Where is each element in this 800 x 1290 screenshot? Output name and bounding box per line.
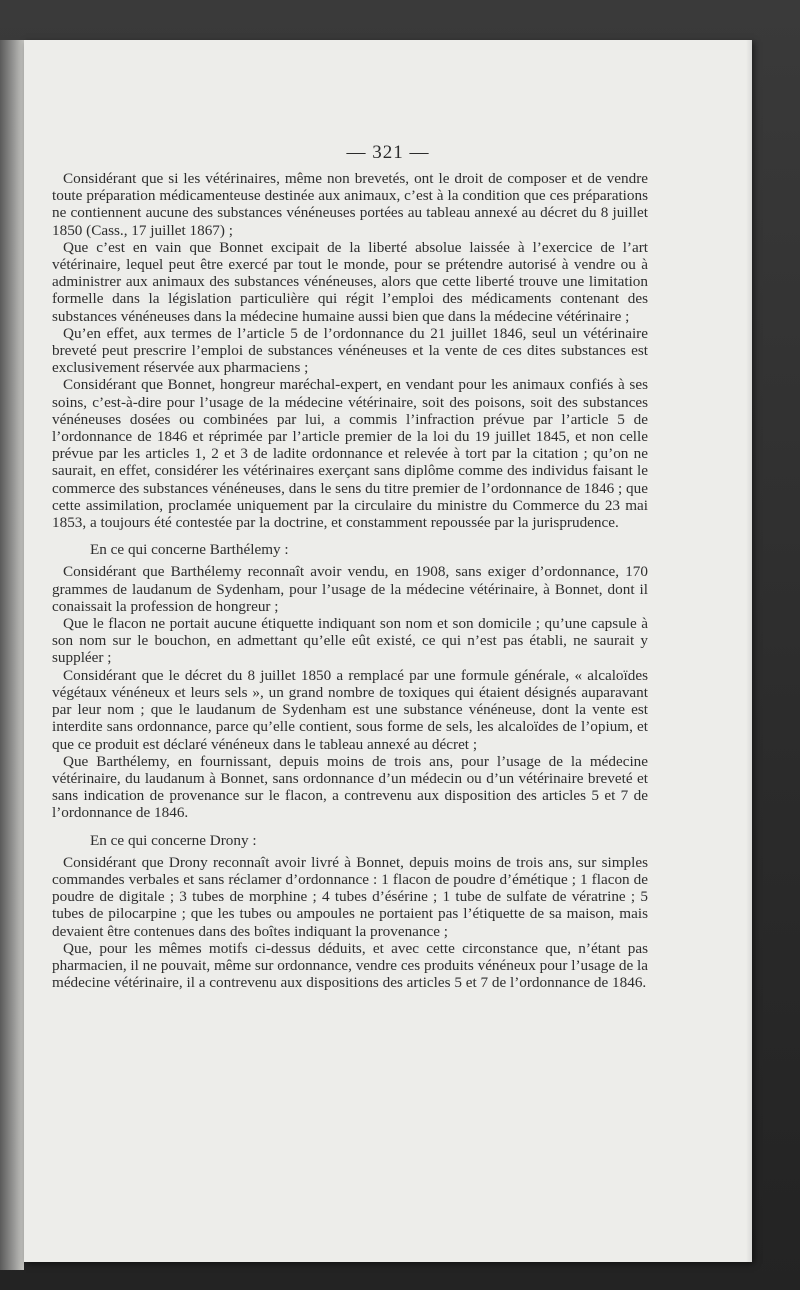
paragraph: Que, pour les mêmes motifs ci-dessus déduits, et avec cette circonstance que, n’étant pas pharmacien, il ne pouvait, même sur ordonnance, vendre ces produits vénéneux pour l’usage de la médecine vétérinaire, il a contrevenu aux dispositions des articles 5 et 7 de l’ordonnance de 1846. [52, 939, 648, 992]
paragraph: Que le flacon ne portait aucune étiquette indiquant son nom et son domicile ; qu’une capsule à son nom sur le bouchon, en admettant qu’elle eût existé, ce qui n’est pas établi, ne saurait y suppléer ; [52, 615, 648, 667]
body-text [52, 170, 648, 991]
page-number: — 321 — [346, 142, 430, 163]
paragraph: Considérant que Bonnet, hongreur maréchal-expert, en vendant pour les animaux confiés à ses soins, c’est-à-dire pour l’usage de la médecine vétérinaire, soit des poisons, soit des substances vénéneuses dosées ou combinées par lui, a commis l’infraction prévue par l’article 5 de l’ordonnance de 1846 et réprimée par l’article premier de la loi du 19 juillet 1845, et non celle prévue par les articles 1, 2 et 3 de ladite ordonnance et relevée à tort par la citation ; qu’on ne saurait, en effet, considérer les vétérinaires exerçant sans diplôme comme des individus faisant le commerce des substances vénéneuses, dans le sens du titre premier de l’ordonnance de 1846 ; que cette assimilation, proclamée uniquement par la circulaire du ministre du Commerce du 23 mai 1853, a toujours été contestée par la doctrine, et constamment repoussée par la jurisprudence. [52, 376, 648, 532]
paragraph: Qu’en effet, aux termes de l’article 5 de l’ordonnance du 21 juillet 1846, seul un vétérinaire breveté peut prescrire l’emploi de substances vénéneuses et la vente de ces dites substances est exclusivement réservée aux pharmaciens ; [52, 324, 648, 377]
document-page [24, 40, 752, 1262]
previous-page-edge [0, 40, 24, 1270]
paragraph: Considérant que si les vétérinaires, même non brevetés, ont le droit de composer et de vendre toute préparation médicamenteuse destinée aux animaux, c’est à la condition que ces préparations ne contiennent aucune des substances vénéneuses portées au tableau annexé au décret du 8 juillet 1850 (Cass., 17 juillet 1867) ; [52, 170, 648, 239]
page-shadow [746, 40, 752, 1262]
section-heading-barthelemy: En ce qui concerne Barthélemy : [90, 541, 289, 559]
paragraph: Considérant que le décret du 8 juillet 1850 a remplacé par une formule générale, « alcaloïdes végétaux vénéneux et leurs sels », un grand nombre de toxiques qui étaient désignés auparavant par leur nom ; que le laudanum de Sydenham est une substance vénéneuse, dont la vente est interdite sans ordonnance, parce qu’elle contient, sous forme de sels, les alcaloïdes de l’opium, et que ce produit est déclaré vénéneux dans le tableau annexé au décret ; [52, 666, 648, 753]
paragraph: Considérant que Barthélemy reconnaît avoir vendu, en 1908, sans exiger d’ordonnance, 170 grammes de laudanum de Sydenham, pour l’usage de la médecine vétérinaire, à Bonnet, dont il conaissait la profession de hongreur ; [52, 563, 648, 615]
section-heading-drony: En ce qui concerne Drony : [90, 831, 257, 849]
paragraph: Que Barthélemy, en fournissant, depuis moins de trois ans, pour l’usage de la médecine vétérinaire, du laudanum à Bonnet, sans ordonnance d’un médecin ou d’un vétérinaire breveté et sans indication de provenance sur le flacon, a contrevenu aux disposition des articles 5 et 7 de l’ordonnance de 1846. [52, 752, 648, 822]
paragraph: Considérant que Drony reconnaît avoir livré à Bonnet, depuis moins de trois ans, sur simples commandes verbales et sans réclamer d’ordonnance : 1 flacon de poudre d’émétique ; 1 flacon de poudre de digitale ; 3 tubes de morphine ; 4 tubes d’ésérine ; 1 tube de sulfate de vératrine ; 5 tubes de pilocarpine ; que les tubes ou ampoules ne portaient pas l’étiquette de sa maison, mais devaient être contenues dans des boîtes indiquant la provenance ; [52, 853, 648, 940]
paragraph: Que c’est en vain que Bonnet excipait de la liberté absolue laissée à l’exercice de l’art vétérinaire, lequel peut être exercé par tout le monde, pour se prétendre autorisé à vendre ou à administrer aux animaux des substances vénéneuses, alors que cette liberté trouve une limitation formelle dans la législation particulière qui régit l’emploi des médicaments contenant des substances vénéneuses dans la médecine humaine aussi bien que dans la médecine vétérinaire ; [52, 238, 648, 325]
